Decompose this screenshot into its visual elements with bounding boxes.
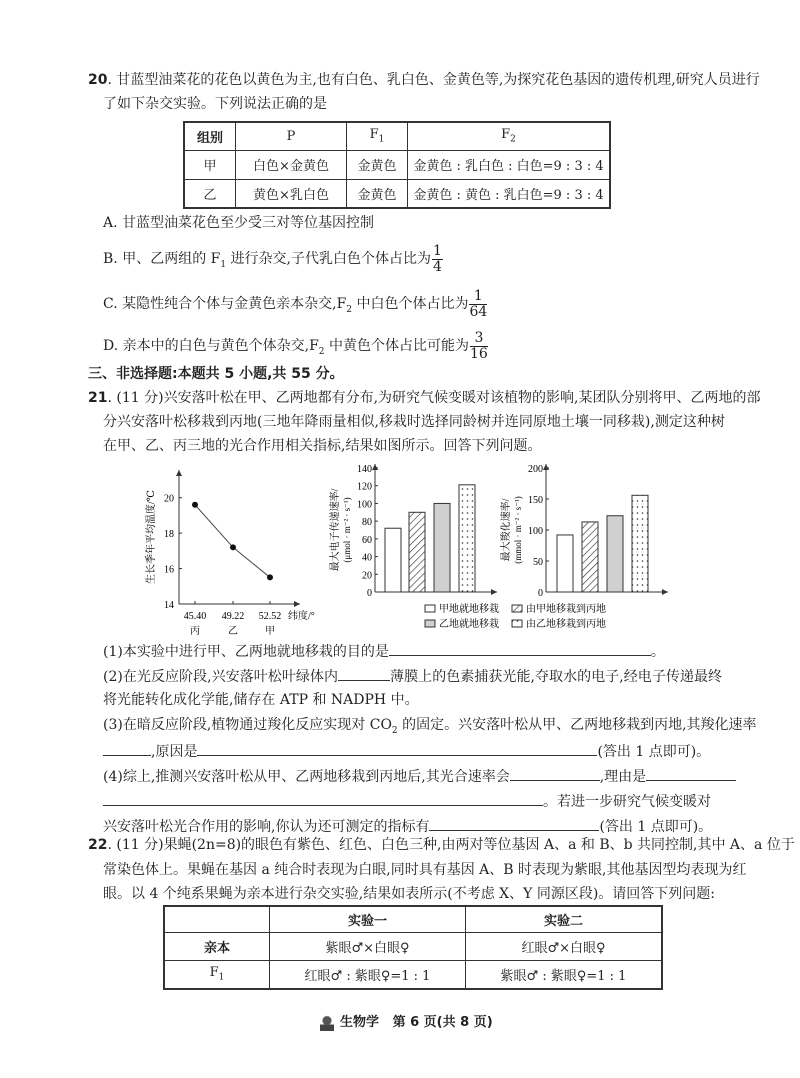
site-label: 甲	[265, 626, 275, 637]
q20-text: . 甘蓝型油菜花的花色以黄色为主,也有白色、乳白色、金黄色等,为探究花色基因的遗传机理,研究人员进行	[107, 72, 760, 88]
cell: 黄色×乳白色	[236, 179, 347, 208]
answer-blank[interactable]	[197, 741, 597, 756]
bar-1	[385, 528, 401, 592]
legend-label: 由乙地移栽到丙地	[526, 619, 606, 630]
q21-sub2c: 将光能转化成化学能,储存在 ATP 和 NADPH 中。	[103, 692, 419, 708]
bar-2	[582, 522, 598, 592]
cell: 紫眼♂×白眼♀	[270, 932, 466, 960]
th-f2: $F_2$	[408, 122, 611, 150]
data-point	[267, 574, 273, 580]
data-point	[230, 544, 236, 550]
table-row	[164, 960, 662, 989]
fraction: $\frac{1}{64}$	[469, 287, 488, 320]
th-f1: $F_1$	[347, 122, 408, 150]
bar-3	[434, 503, 450, 592]
q21-line3: 在甲、乙、丙三地的光合作用相关指标,结果如图所示。回答下列问题。	[103, 438, 542, 454]
th-exp1: 实验一	[270, 906, 466, 932]
cell: 金黄色 : 黄色 : 乳白色=9 : 3 : 4	[408, 179, 611, 208]
site-label: 乙	[228, 626, 238, 637]
q20-line2: 了如下杂交实验。下列说法正确的是	[103, 96, 327, 112]
q21-number: 21	[88, 390, 108, 406]
legend-swatch	[425, 605, 435, 612]
option-c: C. 某隐性纯合个体与金黄色亲本杂交$,F_2$ 中白色个体占比为 $\frac{1}{64}$	[103, 287, 488, 320]
carboxylation-chart-x-arrow	[662, 589, 668, 595]
th-group: 组别	[184, 122, 236, 150]
cell: 白色×金黄色	[236, 150, 347, 179]
q22-table	[163, 905, 663, 990]
y-tick-label: 14	[164, 600, 174, 611]
bar-4	[459, 485, 475, 592]
q21-sub4d: 兴安落叶松光合作用的影响,你认为还可测定的指标有 (答出 1 点即可)。	[103, 816, 712, 836]
th-exp2: 实验二	[466, 906, 663, 932]
answer-blank[interactable]	[103, 741, 151, 756]
q22-line1	[88, 836, 795, 854]
site-label: 丙	[190, 626, 200, 637]
q21-sub3: (3)在暗反应阶段,植物通过羧化反应实现对 $CO_2$ 的固定。兴安落叶松从甲、乙两地移栽到丙地,其羧化速率	[103, 717, 757, 736]
answer-blank[interactable]	[646, 766, 736, 781]
legend-label: 乙地就地移栽	[439, 619, 499, 630]
temperature-line	[195, 505, 270, 578]
q21-line2: 分兴安落叶松移栽到丙地(三地年降雨量相似,移栽时选择同龄树并连同原地土壤一同移栽),测定这种树	[103, 414, 725, 430]
legend-label: 由甲地移栽到丙地	[526, 604, 606, 615]
fraction: $\frac{3}{16}$	[469, 329, 488, 362]
x-axis-label: 纬度/°	[288, 611, 315, 622]
y-tick-label: 0	[367, 588, 372, 599]
x-tick-label: 45.40	[183, 611, 207, 622]
legend-label: 甲地就地移栽	[439, 604, 499, 615]
y-tick-label: 80	[362, 517, 372, 529]
x-tick-label: 49.22	[221, 611, 245, 622]
bar-1	[557, 535, 573, 592]
section-heading: 三、非选择题:本题共 5 小题,共 55 分。	[88, 366, 344, 382]
y-tick-label: 20	[362, 570, 372, 582]
bar-4	[632, 495, 648, 592]
q21-sub3b: ,原因是 (答出 1 点即可)。	[103, 741, 710, 761]
bar-2	[409, 512, 425, 592]
y-tick-label: 40	[362, 552, 372, 564]
y-tick-label: 60	[362, 534, 372, 546]
electron-chart-y-label: 最大电子传递速率/	[330, 488, 341, 572]
x-tick-label: 52.52	[258, 611, 282, 622]
option-a: A. 甘蓝型油菜花色至少受三对等位基因控制	[103, 215, 375, 231]
q22-number: 22	[88, 837, 108, 853]
line-chart-y-arrow	[176, 470, 182, 476]
cell: 金黄色	[347, 179, 408, 208]
fraction: $\frac{1}{4}$	[433, 242, 442, 275]
y-tick-label: 16	[164, 564, 174, 576]
q21-sub4: (4)综上,推测兴安落叶松从甲、乙两地移栽到丙地后,其光合速率会 ,理由是	[103, 766, 736, 786]
y-axis-label: 生长季年平均温度/℃	[146, 490, 157, 584]
y-tick-label: 140	[357, 464, 372, 475]
carboxylation-chart-y-label: 最大羧化速率/	[501, 498, 512, 562]
cell: 金黄色	[347, 150, 408, 179]
footer: 生物学 第 6 页(共 8 页)	[320, 1014, 493, 1032]
cell	[164, 906, 270, 932]
cell: $F_1$	[164, 960, 270, 989]
legend-swatch	[512, 605, 522, 612]
electron-chart-x-arrow	[491, 589, 497, 595]
answer-blank[interactable]	[429, 816, 599, 831]
cell: 红眼♂×白眼♀	[466, 932, 663, 960]
carboxylation-chart-y-arrow	[543, 464, 549, 470]
q22-text: . (11 分)果蝇(2n=8)的眼色有紫色、红色、白色三种,由两对等位基因 A、a 和 B、b 共同控制,其中 A、a 位于	[107, 837, 795, 853]
y-tick-label: 200	[528, 464, 543, 475]
q20-number: 20	[88, 72, 108, 88]
y-tick-label: 150	[528, 495, 543, 506]
q21-sub4c: 。若进一步研究气候变暖对	[103, 791, 711, 811]
line-chart-x-arrow	[294, 601, 300, 607]
data-point	[192, 502, 198, 508]
y-tick-label: 120	[357, 481, 372, 493]
y-tick-label: 100	[528, 526, 543, 537]
th-p: P	[236, 122, 347, 150]
legend-swatch	[512, 620, 522, 627]
cell: 金黄色 : 乳白色 : 白色=9 : 3 : 4	[408, 150, 611, 179]
y-tick-label: 20	[164, 493, 174, 505]
cell: 乙	[184, 179, 236, 208]
carboxylation-chart-y-unit: (mmol · m⁻² · s⁻¹)	[513, 496, 523, 564]
option-b: B. 甲、乙两组的 $F_1$ 进行杂交,子代乳白色个体占比为 $\frac{1}{4}$	[103, 242, 442, 275]
y-tick-label: 50	[533, 557, 543, 568]
q21-sub2: (2)在光反应阶段,兴安落叶松叶绿体内 薄膜上的色素捕获光能,夺取水的电子,经电子传递最终	[103, 666, 722, 686]
q22-line3: 眼。以 4 个纯系果蝇为亲本进行杂交实验,结果如表所示(不考虑 X、Y 同源区段)。请回答下列问题:	[103, 886, 716, 902]
cell: 紫眼♂ : 紫眼♀=1 : 1	[466, 960, 663, 989]
y-tick-label: 18	[164, 529, 174, 541]
answer-blank[interactable]	[389, 641, 651, 656]
table-row	[164, 932, 662, 960]
y-tick-label: 0	[538, 588, 543, 599]
q22-line2: 常染色体上。果蝇在基因 a 纯合时表现为白眼,同时具有基因 A、B 时表现为紫眼,其他基因型均表现为红	[103, 862, 747, 878]
cell: 亲本	[164, 932, 270, 960]
cell: 甲	[184, 150, 236, 179]
answer-blank[interactable]	[103, 791, 543, 806]
answer-blank[interactable]	[338, 666, 390, 681]
q21-sub1: (1)本实验中进行甲、乙两地就地移栽的目的是 。	[103, 641, 665, 661]
option-d: D. 亲本中的白色与黄色个体杂交$,F_2$ 中黄色个体占比可能为 $\frac{3}{16}$	[103, 329, 488, 362]
electron-chart-y-arrow	[372, 464, 378, 470]
logo-icon	[320, 1015, 334, 1031]
answer-blank[interactable]	[510, 766, 600, 781]
electron-chart-y-unit: (μmol · m⁻² · s⁻¹)	[342, 497, 352, 563]
legend-swatch	[425, 620, 435, 627]
cell: 红眼♂ : 紫眼♀=1 : 1	[270, 960, 466, 989]
bar-3	[607, 516, 623, 592]
y-tick-label: 100	[357, 499, 372, 511]
q21-text: . (11 分)兴安落叶松在甲、乙两地都有分布,为研究气候变暖对该植物的影响,某团队分别将甲、乙两地的部	[107, 390, 761, 406]
